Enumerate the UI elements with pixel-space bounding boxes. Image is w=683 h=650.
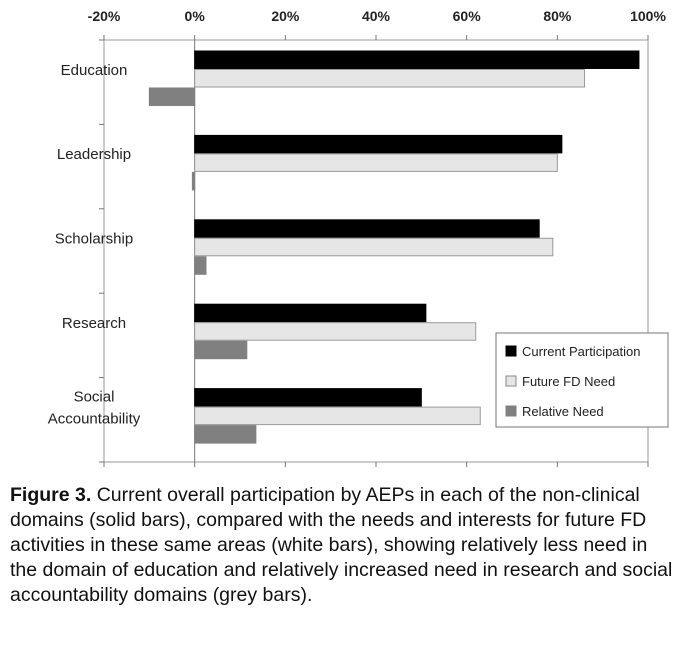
category-label: Education <box>60 61 128 79</box>
legend-swatch <box>506 406 516 416</box>
bar-current-participation <box>195 304 426 322</box>
category-label: Leadership <box>56 146 132 164</box>
category-label: Scholarship <box>54 230 134 248</box>
category-label: Social <box>73 388 115 406</box>
bar-future-fd-need <box>195 407 481 425</box>
bar-relative-need <box>192 172 194 190</box>
x-tick-label: 40% <box>361 8 391 24</box>
bar-current-participation <box>195 135 562 153</box>
caption-text: Current overall participation by AEPs in each of the non-clinical domains (solid bars), compared with the needs and interests for future FD activities in these same areas (white bars), showing relatively less need in the domain of education and relatively increased need in research and social accountability domains (grey bars). <box>10 484 673 606</box>
bar-current-participation <box>195 389 422 407</box>
legend-label: Relative Need <box>522 404 604 419</box>
x-tick-label: 0% <box>184 8 205 24</box>
bar-relative-need <box>195 341 247 359</box>
legend-label: Current Participation <box>522 344 641 359</box>
bar-future-fd-need <box>195 154 558 172</box>
legend-label: Future FD Need <box>522 374 616 389</box>
legend-swatch <box>506 346 516 356</box>
x-tick-label: 100% <box>630 8 666 24</box>
bar-current-participation <box>195 51 639 69</box>
figure-caption <box>10 483 675 608</box>
x-tick-label: 60% <box>452 8 481 24</box>
bar-future-fd-need <box>195 323 476 341</box>
x-tick-label: 20% <box>271 8 300 24</box>
bar-future-fd-need <box>195 70 585 88</box>
x-tick-label: 80% <box>543 8 572 24</box>
x-tick-label: -20% <box>87 8 121 24</box>
category-label: Accountability <box>47 410 141 428</box>
bar-relative-need <box>149 88 194 106</box>
caption-label: Figure 3. <box>10 484 92 506</box>
bar-relative-need <box>195 257 206 275</box>
bar-current-participation <box>195 220 540 238</box>
bar-relative-need <box>195 426 256 444</box>
legend-swatch <box>506 376 516 386</box>
bar-future-fd-need <box>195 238 553 256</box>
category-label: Research <box>61 314 127 332</box>
